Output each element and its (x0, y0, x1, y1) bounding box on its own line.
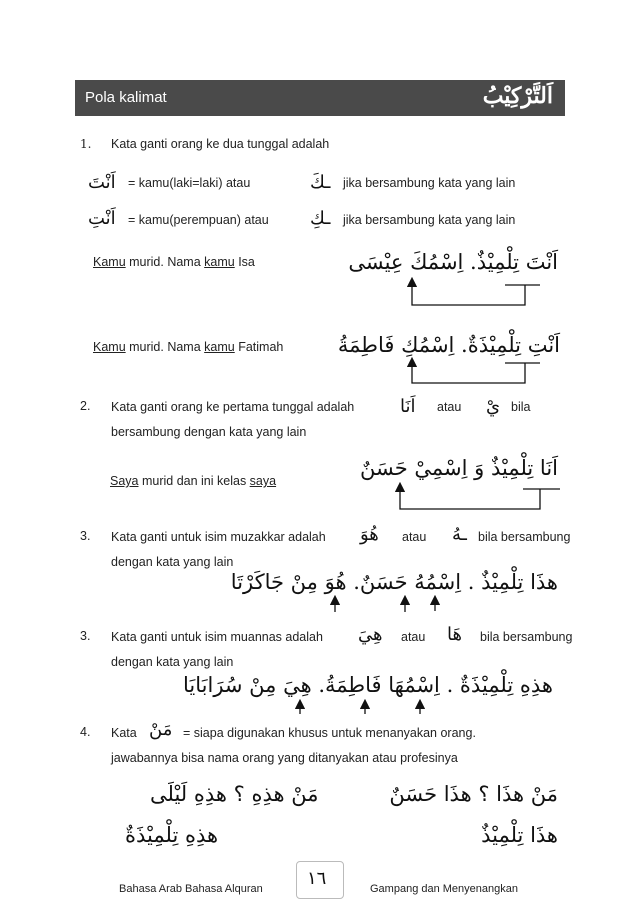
item-number: 3. (80, 529, 91, 543)
s1-anta-word: اَنْتَ (88, 172, 116, 193)
s3-intro: Kata ganti untuk isim muzakkar adalah (111, 530, 326, 544)
s5-answer-left: هذِهِ تِلْمِيْذَةٌ (125, 823, 219, 847)
s2-intro: Kata ganti orang ke pertama tunggal adalah (111, 400, 355, 414)
s4-atau: atau (401, 630, 426, 644)
s1-anti-desc: = kamu(perempuan) atau (128, 213, 269, 227)
s1-example1-translation: Kamu murid. Nama kamu Isa (93, 255, 255, 269)
s2-example-translation: Saya murid dan ini kelas saya (110, 474, 277, 488)
s1-ki-note: jika bersambung kata yang lain (343, 213, 516, 227)
s2-line2: bersambung dengan kata yang lain (111, 425, 307, 439)
s4-tail: bila bersambung (480, 630, 573, 644)
page-number-box (296, 861, 344, 899)
s1-ka-note: jika bersambung kata yang lain (343, 176, 516, 190)
s5-intro: = siapa digunakan khusus untuk menanyakan orang. (183, 726, 476, 740)
s1-ki-suffix: ـكِ (310, 208, 331, 229)
s1-intro: Kata ganti orang ke dua tunggal adalah (111, 137, 330, 151)
s2-ya-suffix: يْ (486, 396, 501, 417)
footer-left: Bahasa Arab Bahasa Alquran (119, 883, 263, 895)
s4-line2: dengan kata yang lain (111, 655, 234, 669)
s3-hu-suffix: ـهُ (452, 524, 467, 545)
s3-atau: atau (402, 530, 427, 544)
s5-question-right: مَنْ هذَا ؟ هذَا حَسَنٌ (389, 782, 558, 806)
footer-right: Gampang dan Menyenangkan (370, 883, 518, 895)
s1-anti-word: اَنْتِ (88, 208, 116, 229)
s4-ha-suffix: هَا (447, 624, 462, 645)
s3-tail: bila bersambung (478, 530, 571, 544)
s3-huwa-word: هُوَ (360, 524, 379, 545)
s4-example-arabic: هذِهِ تِلْمِيْذَةٌ . اِسْمُهَا فَاطِمَةُ. هِيَ مِنْ سُرَابَايَا (183, 673, 553, 697)
s2-ana-word: اَنَا (400, 396, 416, 417)
s1-example2-translation: Kamu murid. Nama kamu Fatimah (93, 340, 284, 354)
s5-line2: jawabannya bisa nama orang yang ditanyakan atau profesinya (111, 751, 458, 765)
s1-ka-suffix: ـكَ (310, 172, 331, 193)
s2-example-arabic: اَنَا تِلْمِيْذٌ وَ اِسْمِيْ حَسَنٌ (360, 456, 558, 480)
header-arabic-title: اَلتَّرْكِيْبُ (482, 83, 553, 109)
item-number: 4. (80, 725, 91, 739)
s2-bila: bila (511, 400, 531, 414)
s3-line2: dengan kata yang lain (111, 555, 234, 569)
s3-example-arabic: هذَا تِلْمِيْذٌ . اِسْمُهُ حَسَنٌ. هُوَ مِنْ جَاكَرْتَا (230, 570, 558, 594)
s5-question-left: مَنْ هذِهِ ؟ هذِهِ لَيْلَى (150, 782, 319, 806)
header-title: Pola kalimat (85, 89, 167, 106)
s5-kata: Kata (111, 726, 137, 740)
s2-atau: atau (437, 400, 462, 414)
s4-hiya-word: هِيَ (358, 624, 383, 645)
page-number: ١٦ (307, 868, 327, 889)
s5-man-word: مَنْ (149, 719, 173, 740)
s5-answer-right: هذَا تِلْمِيْذٌ (481, 823, 558, 847)
s1-example1-arabic: اَنْتَ تِلْمِيْذٌ. اِسْمُكَ عِيْسَى (348, 250, 558, 274)
item-number: 2. (80, 399, 91, 413)
s1-example2-arabic: اَنْتِ تِلْمِيْذَةٌ. اِسْمُكِ فَاطِمَةُ (337, 333, 560, 357)
s4-intro: Kata ganti untuk isim muannas adalah (111, 630, 323, 644)
item-number: 1. (80, 137, 92, 151)
s1-anta-desc: = kamu(laki=laki) atau (128, 176, 251, 190)
item-number: 3. (80, 629, 91, 643)
